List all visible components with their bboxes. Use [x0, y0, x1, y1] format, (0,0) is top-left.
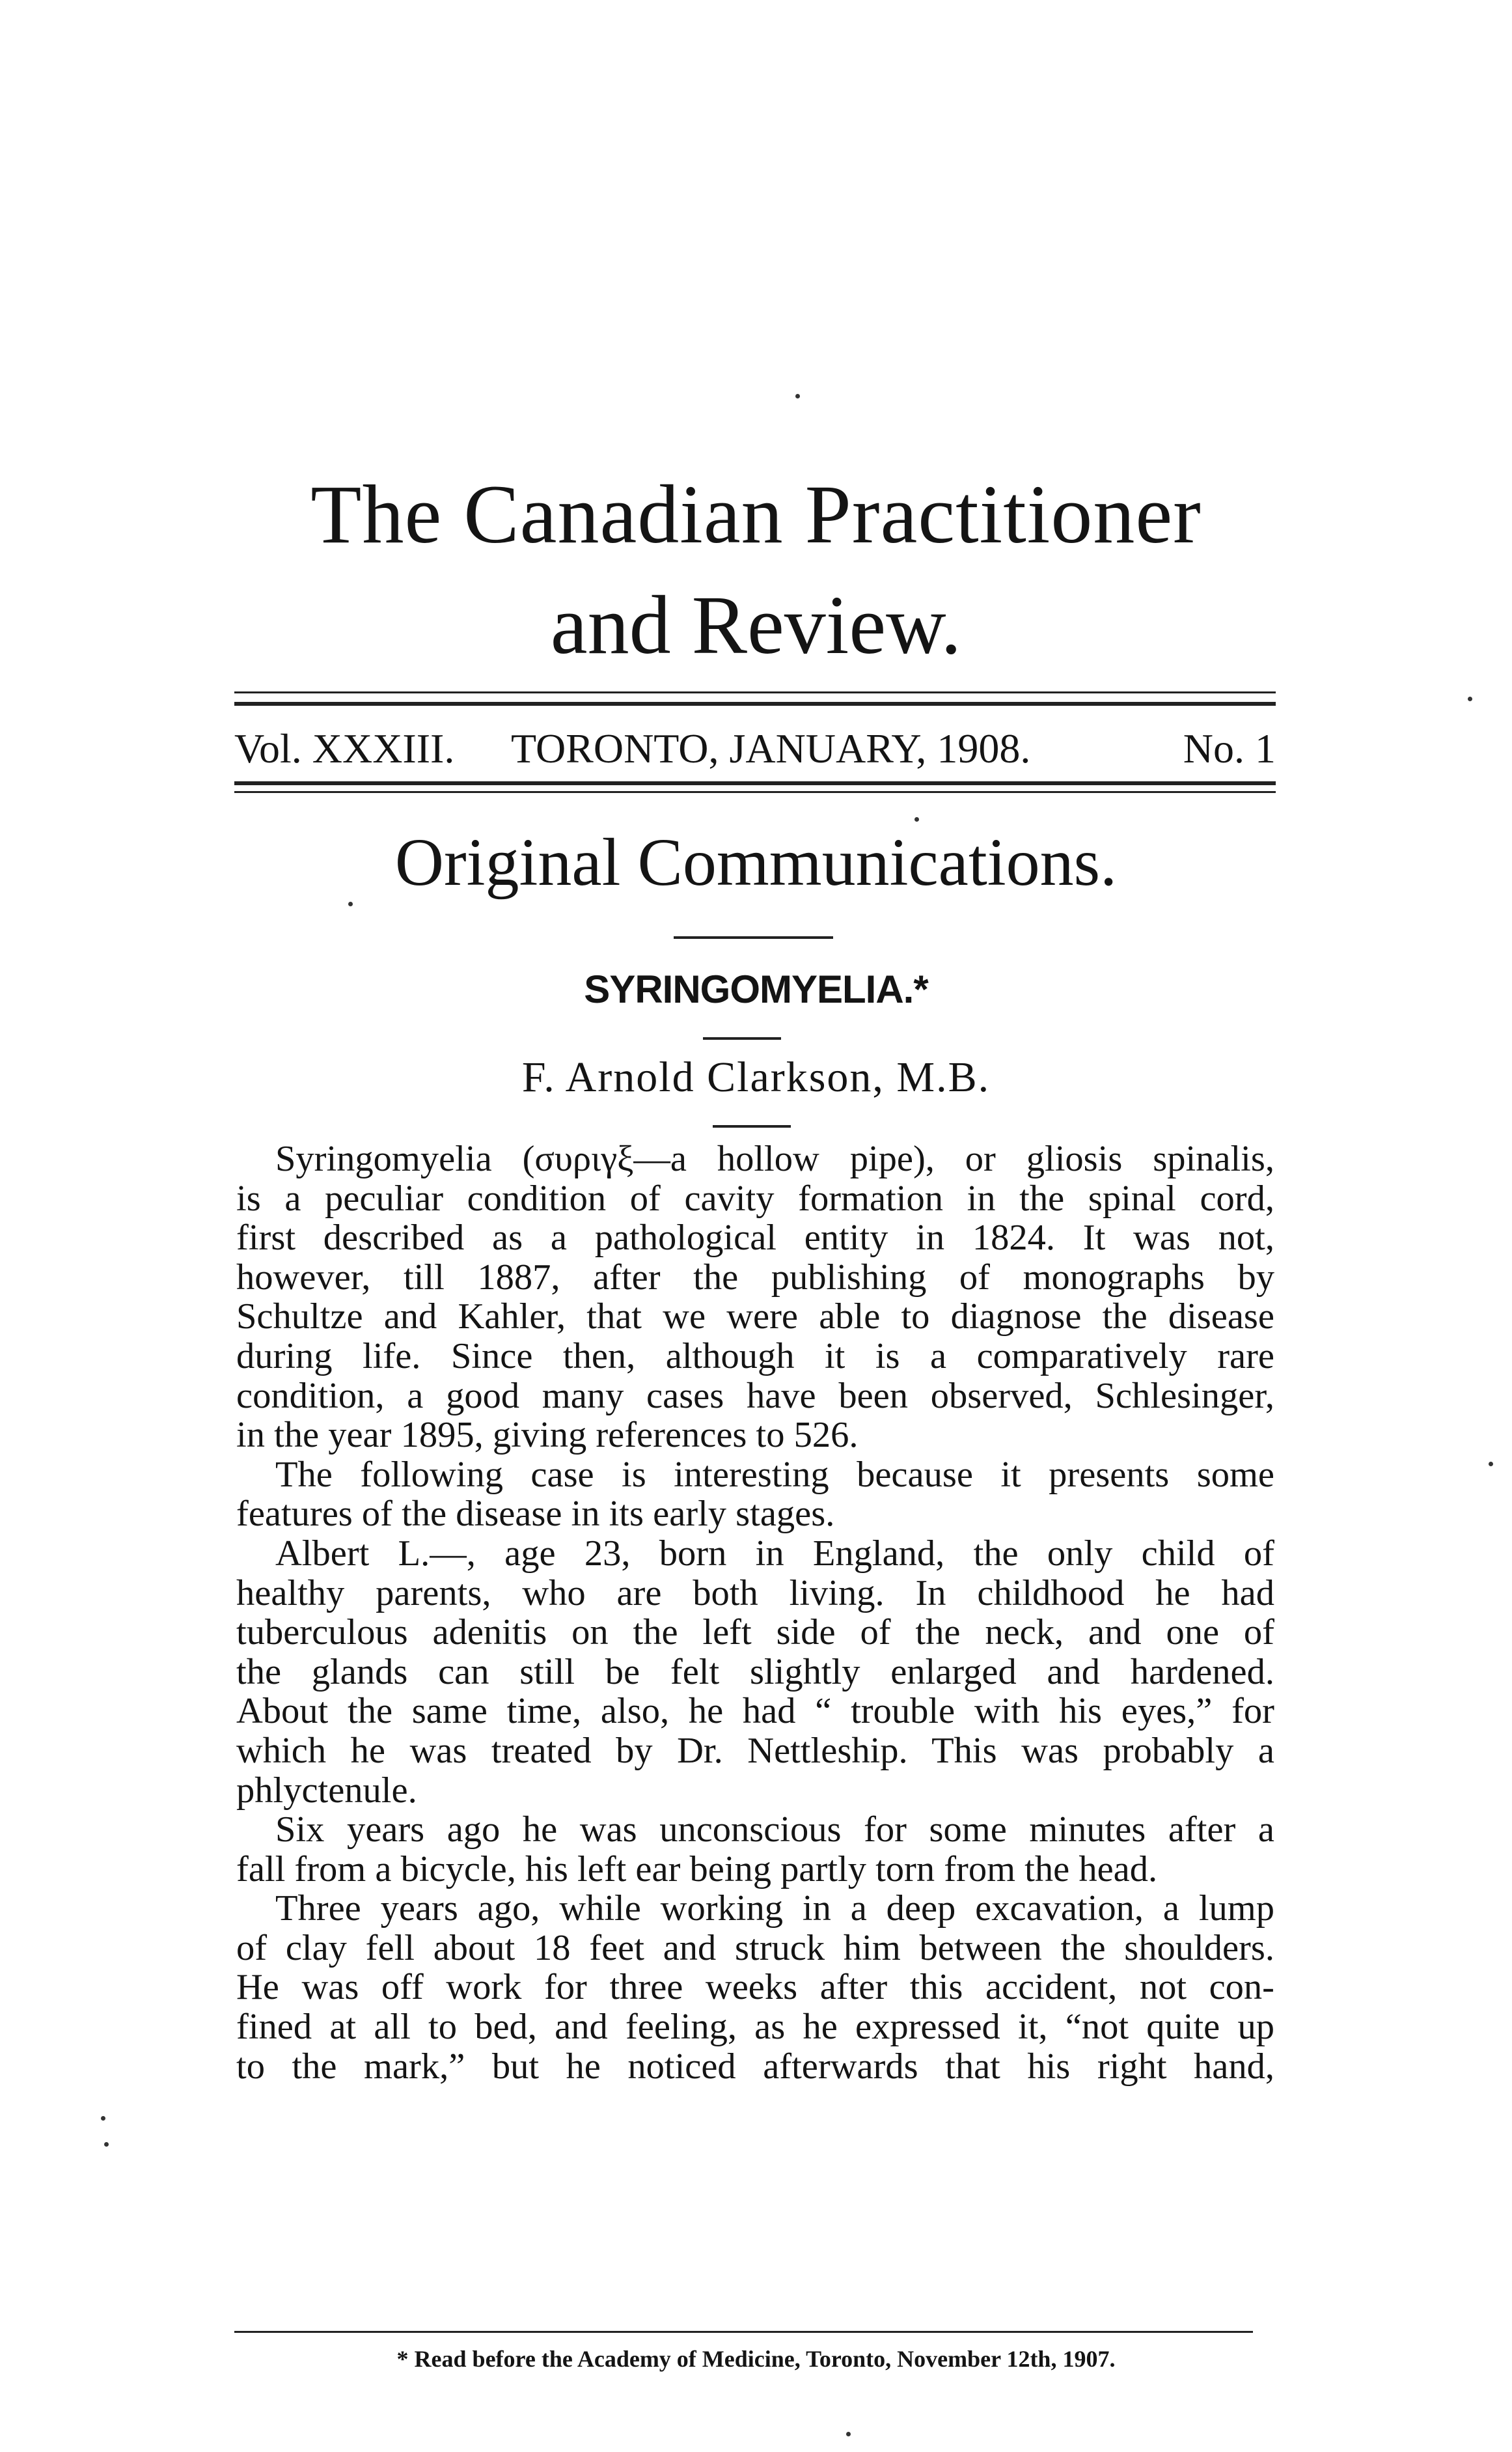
body-line: Albert L.—, age 23, born in England, the only child of: [275, 1533, 1274, 1574]
body-line: phlyctenule.: [236, 1770, 417, 1811]
scan-speck: [846, 2432, 851, 2436]
rule-top-thick: [234, 702, 1276, 706]
scan-speck: [348, 902, 353, 906]
body-line: Three years ago, while working in a deep excavation, a lump: [275, 1888, 1274, 1929]
article-body: [236, 1139, 1274, 2086]
issue-line: [234, 723, 1276, 775]
body-line: the glands can still be felt slightly enlarged and hardened.: [236, 1651, 1274, 1692]
body-line: however, till 1887, after the publishing of monographs by: [236, 1257, 1274, 1298]
body-line: in the year 1895, giving references to 526.: [236, 1415, 859, 1456]
scan-speck: [104, 2142, 109, 2147]
rule-bottom-thick: [234, 781, 1276, 785]
body-line: condition, a good many cases have been observed, Schlesinger,: [236, 1375, 1274, 1416]
volume-label: Vol. XXXIII.: [234, 725, 455, 772]
scan-speck: [795, 394, 800, 398]
body-line: About the same time, also, he had “ trouble with his eyes,” for: [236, 1691, 1274, 1732]
body-line: to the mark,” but he noticed afterwards that his right hand,: [236, 2046, 1274, 2087]
scan-speck: [914, 817, 919, 822]
body-line: first described as a pathological entity in 1824. It was not,: [236, 1218, 1274, 1259]
journal-title-line-2: and Review.: [550, 579, 962, 671]
short-rule-3: [713, 1125, 791, 1128]
body-line: is a peculiar condition of cavity formation in the spinal cord,: [236, 1178, 1274, 1219]
body-line: which he was treated by Dr. Nettleship. This was probably a: [236, 1730, 1274, 1771]
short-rule-1: [674, 936, 833, 939]
scan-speck: [101, 2116, 105, 2121]
scan-speck: [1468, 697, 1472, 701]
issue-number-label: No. 1: [1183, 725, 1276, 772]
body-line: healthy parents, who are both living. In childhood he had: [236, 1572, 1274, 1613]
section-heading: Original Communications.: [394, 825, 1118, 900]
article-title: SYRINGOMYELIA.*: [584, 968, 928, 1011]
journal-title-line-1: The Canadian Practitioner: [310, 468, 1202, 561]
short-rule-2: [703, 1037, 781, 1040]
body-line: Six years ago he was unconscious for some minutes after a: [275, 1809, 1274, 1850]
rule-bottom-thin: [234, 791, 1276, 793]
body-line: fined at all to bed, and feeling, as he expressed it, “not quite up: [236, 2007, 1274, 2048]
body-line: tuberculous adenitis on the left side of the neck, and one of: [236, 1612, 1274, 1653]
body-line: The following case is interesting because it presents some: [275, 1454, 1274, 1495]
footnote-rule: [234, 2331, 1253, 2333]
body-line: of clay fell about 18 feet and struck him between the shoulders.: [236, 1927, 1274, 1968]
body-line: Syringomyelia (συριγξ—a hollow pipe), or gliosis spinalis,: [275, 1139, 1274, 1179]
place-date-label: TORONTO, JANUARY, 1908.: [511, 725, 1031, 772]
body-line: fall from a bicycle, his left ear being partly torn from the head.: [236, 1848, 1158, 1889]
footnote: * Read before the Academy of Medicine, Toronto, November 12th, 1907.: [396, 2346, 1116, 2372]
author-byline: F. Arnold Clarkson, M.B.: [521, 1053, 991, 1101]
rule-top-thin: [234, 691, 1276, 693]
body-line: Schultze and Kahler, that we were able to diagnose the disease: [236, 1296, 1274, 1337]
body-line: during life. Since then, although it is a comparatively rare: [236, 1335, 1274, 1376]
body-line: features of the disease in its early stages.: [236, 1494, 835, 1535]
scan-speck: [1489, 1462, 1493, 1466]
body-line: He was off work for three weeks after this accident, not con-: [236, 1967, 1274, 2008]
